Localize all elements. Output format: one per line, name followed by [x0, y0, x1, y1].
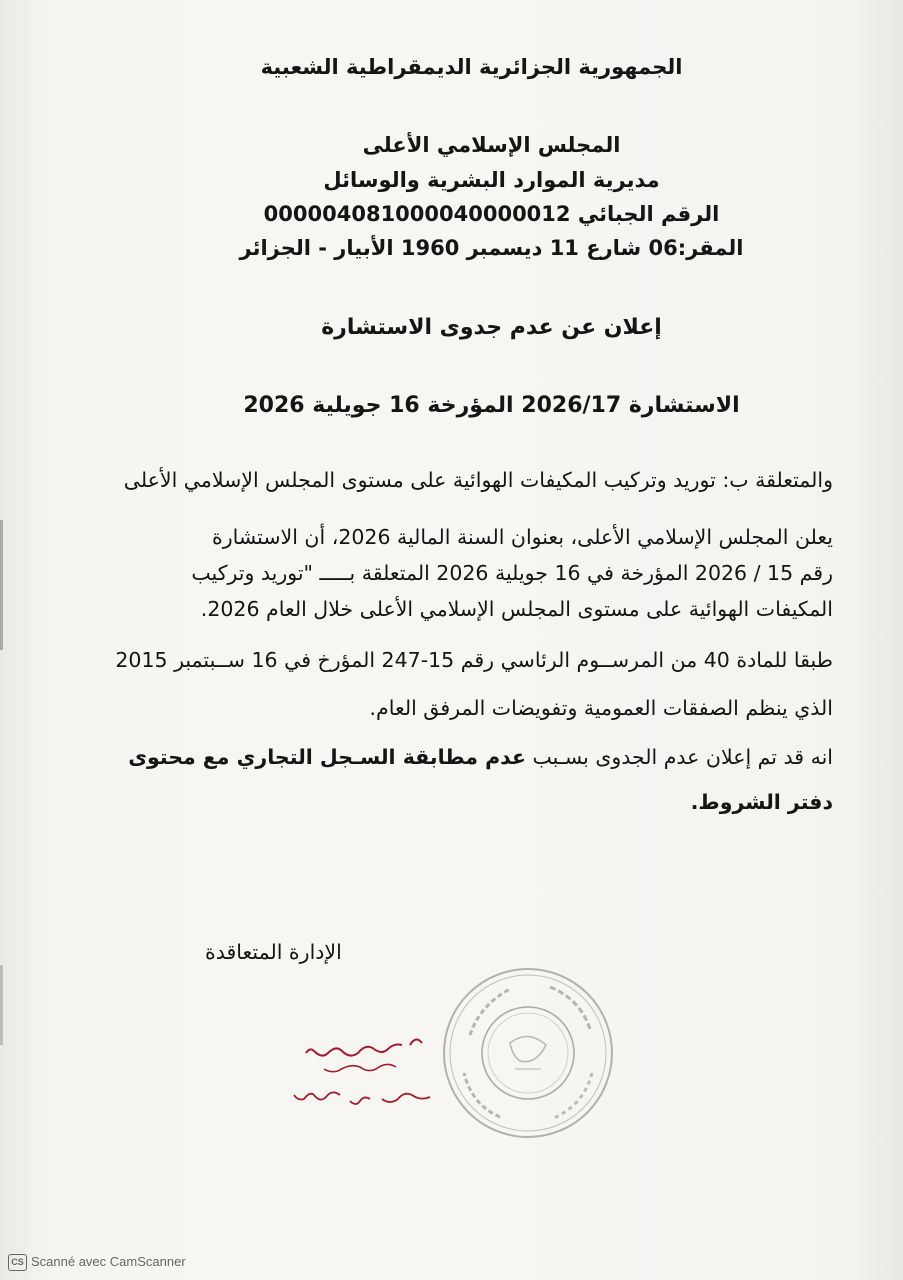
camscanner-text: Scanné avec CamScanner: [31, 1254, 186, 1269]
consultation-reference: الاستشارة 2026/17 المؤرخة 16 جويلية 2026: [243, 393, 740, 418]
paragraph-3-line-2: دفتر الشروط.: [690, 790, 833, 814]
official-stamp: [440, 965, 616, 1141]
council-name: المجلس الإسلامي الأعلى: [362, 133, 621, 157]
address: المقر:06 شارع 11 ديسمبر 1960 الأبيار - الجزائر: [239, 236, 744, 260]
camscanner-logo: CS: [8, 1254, 27, 1271]
paragraph-2-line-2: الذي ينظم الصفقات العمومية وتفويضات المرفق العام.: [369, 696, 833, 720]
camscanner-footer: [8, 1254, 186, 1271]
handwritten-signature: [262, 1025, 432, 1135]
directorate-name: مديرية الموارد البشرية والوسائل: [323, 168, 660, 192]
paragraph-3-reason: عدم مطابقة السـجل التجاري مع محتوى: [128, 745, 526, 769]
republic-name: الجمهورية الجزائرية الديمقراطية الشعبية: [260, 55, 683, 79]
scan-edge-mark: [0, 520, 3, 650]
paragraph-1-line-3: المكيفات الهوائية على مستوى المجلس الإسلامي الأعلى خلال العام 2026.: [200, 597, 833, 621]
notice-title: إعلان عن عدم جدوى الاستشارة: [321, 315, 662, 340]
contracting-administration: الإدارة المتعاقدة: [205, 940, 342, 964]
paragraph-3-line-1: [128, 745, 833, 769]
paragraph-3-reason-intro: انه قد تم إعلان عدم الجدوى بسـبب: [525, 745, 833, 769]
paragraph-1-line-2: رقم 15 / 2026 المؤرخة في 16 جويلية 2026 المتعلقة بـــــ "توريد وتركيب: [191, 561, 833, 585]
tax-id: الرقم الجبائي 000004081000040000012: [263, 202, 720, 226]
paragraph-1-line-1: يعلن المجلس الإسلامي الأعلى، بعنوان السنة المالية 2026، أن الاستشارة: [211, 525, 833, 549]
subject-line: والمتعلقة ب: توريد وتركيب المكيفات الهوائية على مستوى المجلس الإسلامي الأعلى: [123, 468, 833, 492]
paragraph-2-line-1: طبقا للمادة 40 من المرســوم الرئاسي رقم 15-247 المؤرخ في 16 ســبتمبر 2015: [115, 648, 833, 672]
scan-edge-mark: [0, 965, 3, 1045]
